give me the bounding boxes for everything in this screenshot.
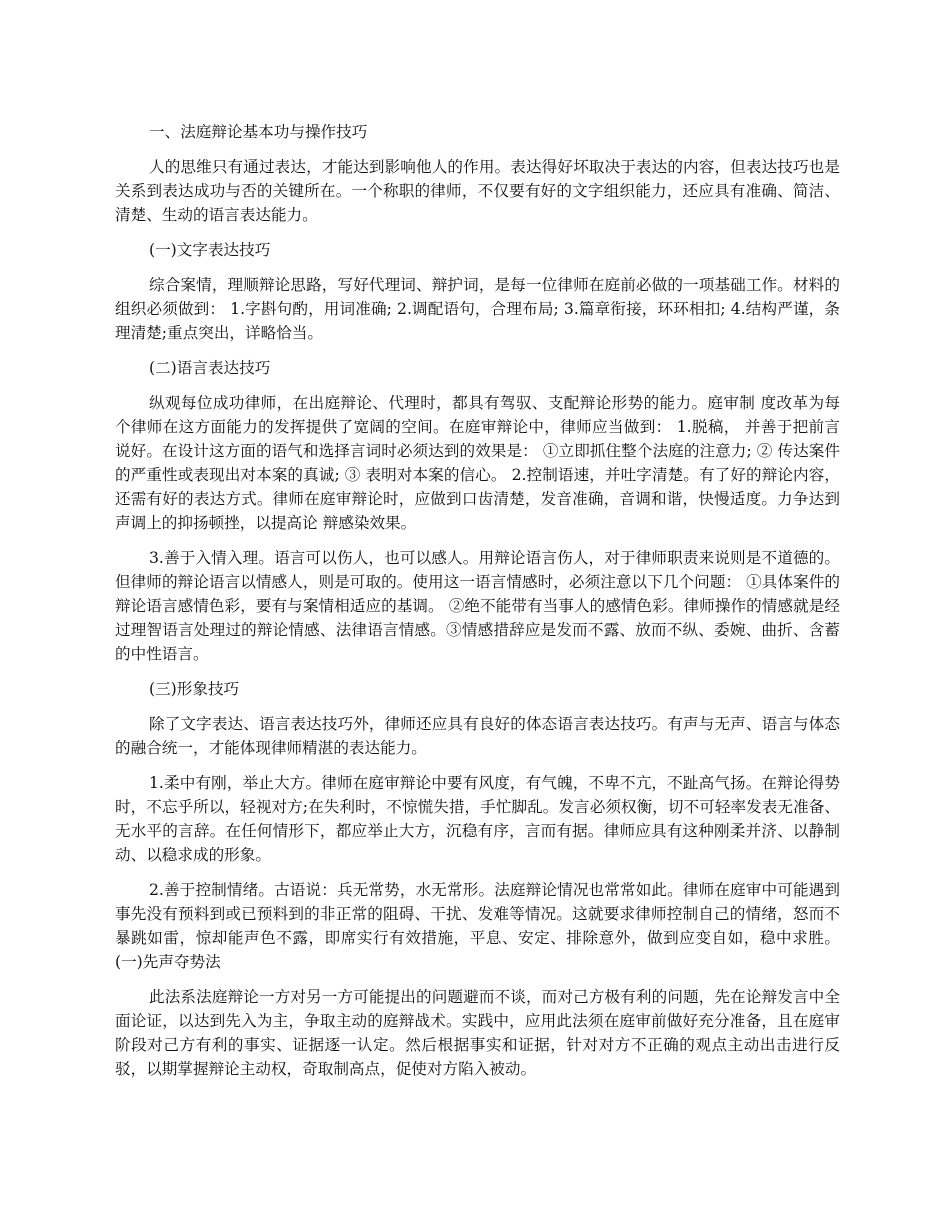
section-2-paragraph-1: 纵观每位成功律师，在出庭辩论、代理时，都具有驾驭、支配辩论形势的能力。庭审制 度改革为每个律师在这方面能力的发挥提供了宽阔的空间。在庭审辩论中，律师应当做到： 1.脱稿， 并善于把前言说好。在设计这方面的语气和选择言词时必须达到的效果是： ①立即抓住整个法庭的注意力; ② 传达案件的严重性或表现出对本案的真诚; ③ 表明对本案的信心。 2.控制语速，并吐字清楚。有了好的辩论内容，还需有好的表达方式。律师在庭审辩论时，应做到口齿清楚，发音准确，音调和谐，快慢适度。力争达到声调上的抑扬顿挫，以提高论 辩感染效果。: [115, 394, 840, 532]
section-3-paragraph-1: 除了文字表达、语言表达技巧外，律师还应具有良好的体态语言表达技巧。有声与无声、语言与体态的融合统一，才能体现律师精湛的表达能力。: [115, 715, 840, 757]
intro-paragraph: 人的思维只有通过表达，才能达到影响他人的作用。表达得好坏取决于表达的内容，但表达技巧也是关系到表达成功与否的关键所在。一个称职的律师，不仅要有好的文字组织能力，还应具有准确、简洁、清楚、生动的语言表达能力。: [115, 158, 840, 224]
section-3-paragraph-2: 1.柔中有刚，举止大方。律师在庭审辩论中要有风度，有气魄，不卑不亢，不趾高气扬。在辩论得势时，不忘乎所以，轻视对方;在失利时，不惊慌失措，手忙脚乱。发言必须权衡，切不可轻率发表无准备、无水平的言辞。在任何情形下，都应举止大方，沉稳有序，言而有据。律师应具有这种刚柔并济、以静制动、以稳求成的形象。: [115, 774, 840, 864]
section-2-title: (二)语言表达技巧: [149, 359, 271, 377]
section-3-paragraph-3: 2.善于控制情绪。古语说：兵无常势，水无常形。法庭辩论情况也常常如此。律师在庭审中可能遇到事先没有预料到或已预料到的非正常的阻碍、干扰、发难等情况。这就要求律师控制自己的情绪，怒而不暴跳如雷，惊却能声色不露，即席实行有效措施，平息、安定、排除意外，做到应变自如，稳中求胜。 (一)先声夺势法: [115, 881, 840, 971]
section-1-title: (一)文字表达技巧: [149, 241, 271, 259]
section-4-paragraph: 此法系法庭辩论一方对另一方可能提出的问题避而不谈，而对己方极有利的问题，先在论辩发言中全面论证，以达到先入为主，争取主动的庭辩战术。实践中，应用此法须在庭审前做好充分准备，且在庭审阶段对己方有利的事实、证据逐一认定。然后根据事实和证据，针对对方不正确的观点主动出击进行反驳，以期掌握辩论主动权，奇取制高点，促使对方陷入被动。: [115, 988, 840, 1078]
document-page: [115, 120, 840, 1092]
section-1-paragraph: 综合案情，理顺辩论思路，写好代理词、辩护词，是每一位律师在庭前必做的一项基础工作。材料的组织必须做到： 1.字斟句酌，用词准确; 2.调配语句，合理布局; 3.篇章衔接，环环相扣; 4.结构严谨，条理清楚;重点突出，详略恰当。: [115, 276, 840, 342]
section-2-paragraph-2: 3.善于入情入理。语言可以伤人，也可以感人。用辩论语言伤人，对于律师职责来说则是不道德的。但律师的辩论语言以情感人，则是可取的。使用这一语言情感时，必须注意以下几个问题： ①具体案件的辩论语言感情色彩，要有与案情相适应的基调。 ②绝不能带有当事人的感情色彩。律师操作的情感就是经过理智语言处理过的辩论情感、法律语言情感。③情感措辞应是发而不露、放而不纵、委婉、曲折、含蓄的中性语言。: [115, 549, 840, 663]
main-heading: 一、法庭辩论基本功与操作技巧: [149, 123, 368, 141]
section-3-title: (三)形象技巧: [149, 680, 240, 698]
